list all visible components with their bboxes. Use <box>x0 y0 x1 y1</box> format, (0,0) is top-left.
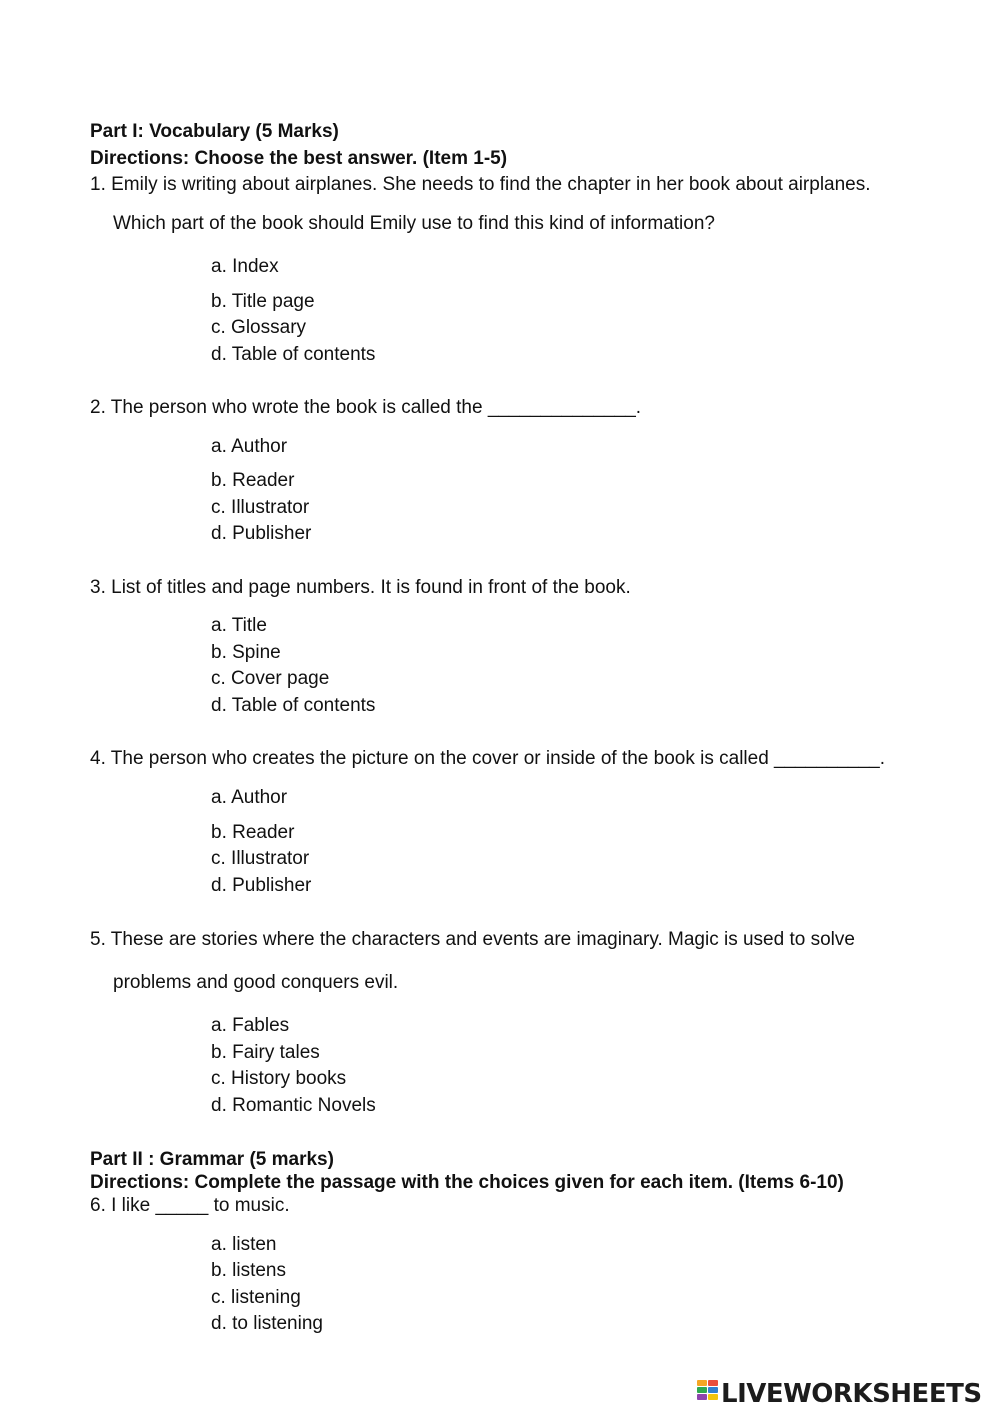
question-3-option-d[interactable]: d. Table of contents <box>211 695 376 716</box>
question-5-option-d[interactable]: d. Romantic Novels <box>211 1095 376 1116</box>
question-2-option-a[interactable]: a. Author <box>211 436 288 457</box>
question-1-option-d[interactable]: d. Table of contents <box>211 344 376 365</box>
liveworksheets-logo-text: LIVEWORKSHEETS <box>721 1379 982 1409</box>
question-1-option-b[interactable]: b. Title page <box>211 291 315 312</box>
question-2-option-d[interactable]: d. Publisher <box>211 523 312 544</box>
question-4-option-c[interactable]: c. Illustrator <box>211 848 310 869</box>
question-5-text-cont: problems and good conquers evil. <box>113 972 399 993</box>
part2-directions: Directions: Complete the passage with the choices given for each item. (Items 6-10) <box>90 1172 844 1193</box>
question-5-option-b[interactable]: b. Fairy tales <box>211 1042 320 1063</box>
question-4-option-a[interactable]: a. Author <box>211 787 288 808</box>
question-3-option-c[interactable]: c. Cover page <box>211 668 330 689</box>
question-6-option-a[interactable]: a. listen <box>211 1234 277 1255</box>
question-2-text: 2. The person who wrote the book is called the ______________. <box>90 397 642 418</box>
question-1-text: 1. Emily is writing about airplanes. She needs to find the chapter in her book about airplanes. <box>90 174 871 195</box>
question-1-option-a[interactable]: a. Index <box>211 256 279 277</box>
question-2-option-c[interactable]: c. Illustrator <box>211 497 310 518</box>
question-4-option-d[interactable]: d. Publisher <box>211 875 312 896</box>
question-6-option-d[interactable]: d. to listening <box>211 1313 323 1334</box>
part2-title: Part II : Grammar (5 marks) <box>90 1149 334 1170</box>
question-5-option-c[interactable]: c. History books <box>211 1068 347 1089</box>
question-1-text-cont: Which part of the book should Emily use to find this kind of information? <box>113 213 715 234</box>
question-6-option-b[interactable]: b. listens <box>211 1260 286 1281</box>
question-6-text: 6. I like _____ to music. <box>90 1195 290 1216</box>
liveworksheets-logo-icon <box>697 1380 719 1408</box>
question-3-option-a[interactable]: a. Title <box>211 615 267 636</box>
part1-directions: Directions: Choose the best answer. (Item 1-5) <box>90 148 508 169</box>
question-6-option-c[interactable]: c. listening <box>211 1287 301 1308</box>
question-3-option-b[interactable]: b. Spine <box>211 642 281 663</box>
question-2-option-b[interactable]: b. Reader <box>211 470 295 491</box>
question-1-option-c[interactable]: c. Glossary <box>211 317 307 338</box>
question-4-text: 4. The person who creates the picture on the cover or inside of the book is called __________. <box>90 748 885 769</box>
question-5-option-a[interactable]: a. Fables <box>211 1015 290 1036</box>
question-5-text: 5. These are stories where the characters and events are imaginary. Magic is used to solve <box>90 929 855 950</box>
part1-title: Part I: Vocabulary (5 Marks) <box>90 121 339 142</box>
question-3-text: 3. List of titles and page numbers. It is found in front of the book. <box>90 577 631 598</box>
liveworksheets-logo <box>697 1378 982 1410</box>
question-4-option-b[interactable]: b. Reader <box>211 822 295 843</box>
